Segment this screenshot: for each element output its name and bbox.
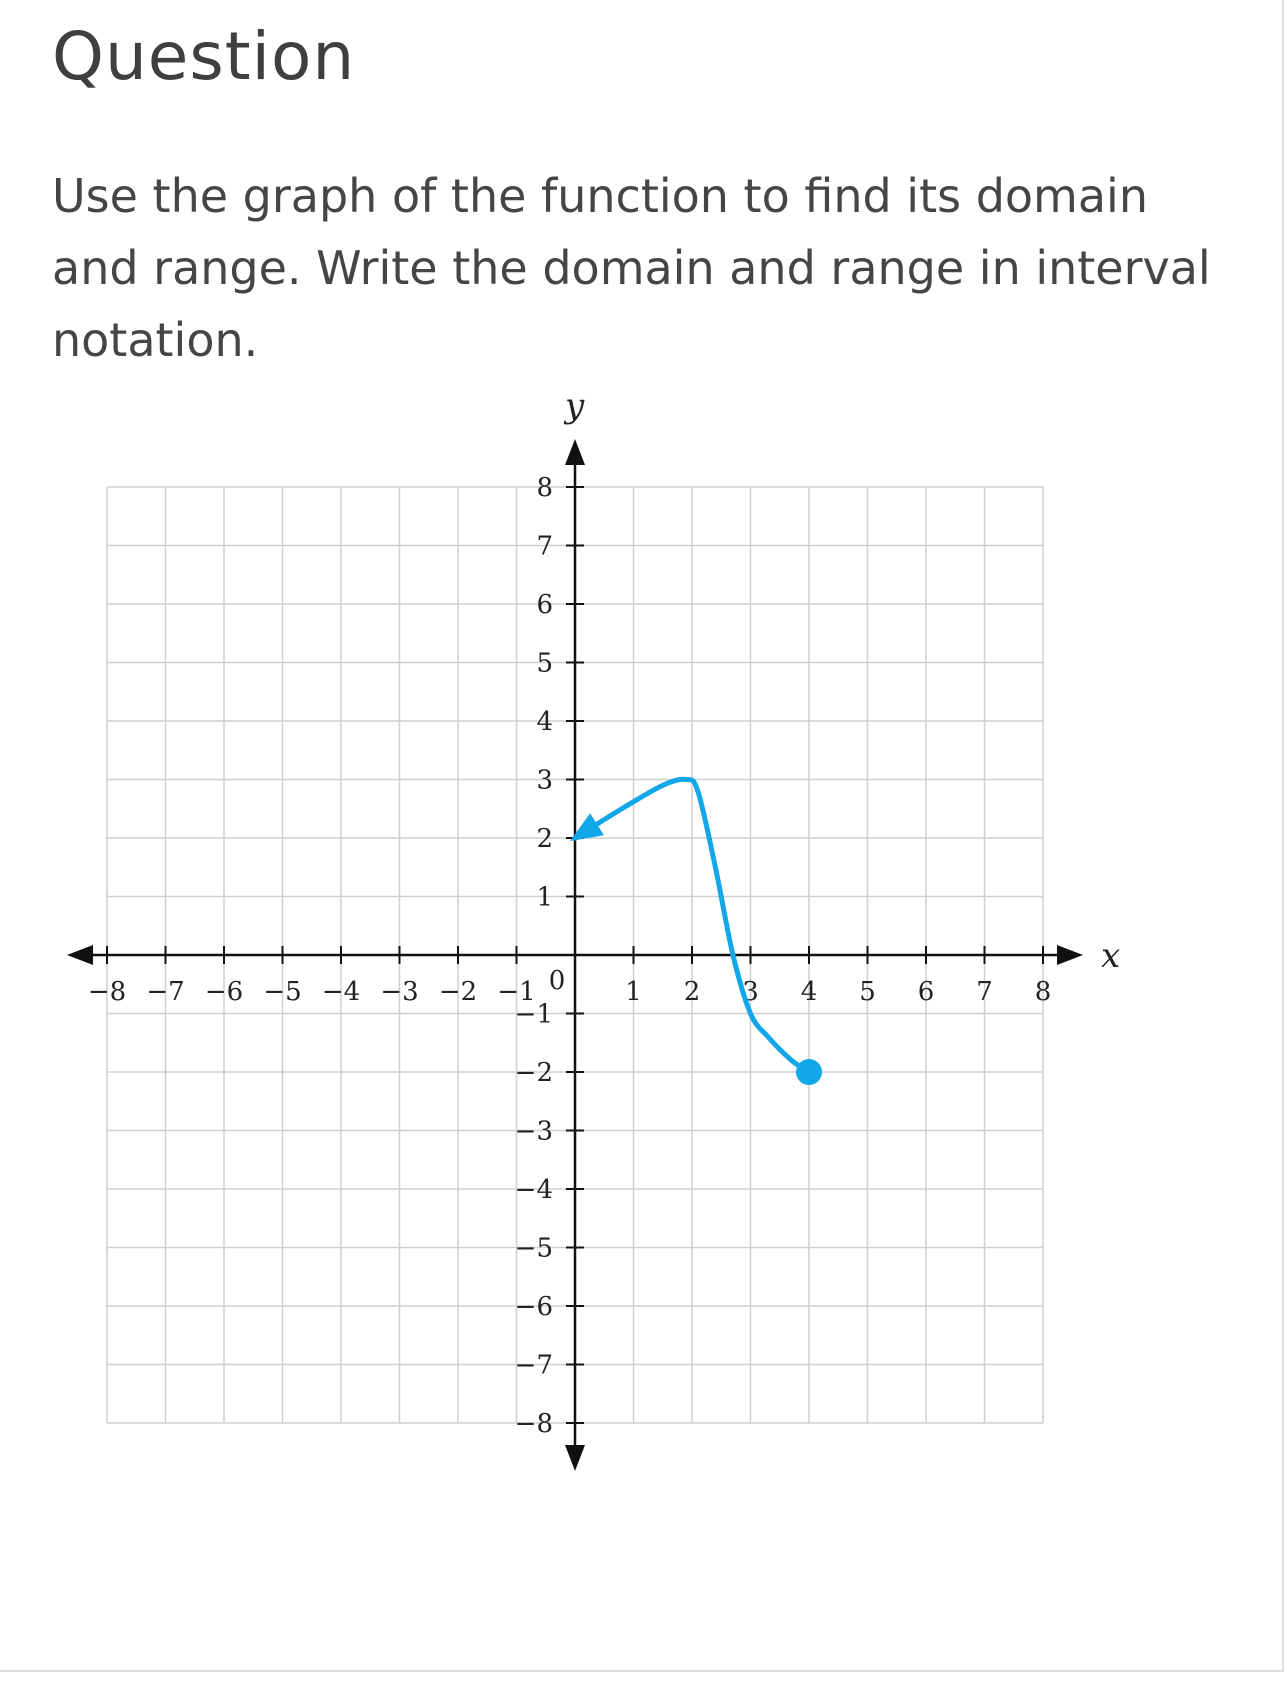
x-axis-left-arrow [67, 945, 93, 965]
curve-end-dot [796, 1059, 822, 1085]
x-tick-label: 5 [859, 977, 876, 1007]
y-tick-label: −2 [514, 1058, 553, 1088]
y-tick-label: 2 [536, 824, 553, 854]
y-tick-label: −3 [514, 1116, 553, 1147]
x-tick-label: −7 [146, 977, 185, 1007]
y-tick-label: −5 [514, 1233, 553, 1264]
y-tick-label: 8 [536, 473, 553, 503]
y-tick-label: 5 [536, 648, 553, 679]
y-tick-label: 4 [536, 707, 553, 737]
x-tick-label: −4 [321, 977, 361, 1007]
axes [67, 439, 1083, 1471]
y-axis-label: y [565, 386, 585, 426]
y-tick-label: −4 [514, 1175, 553, 1205]
y-tick-label: 1 [536, 882, 553, 913]
page-title: Question [52, 18, 356, 95]
x-tick-label: 4 [800, 977, 818, 1007]
y-tick-label: −7 [514, 1350, 553, 1381]
x-tick-label: −3 [380, 977, 419, 1007]
x-tick-label: 8 [1034, 977, 1052, 1007]
x-tick-label: 2 [683, 977, 701, 1007]
x-tick-label: −5 [263, 977, 302, 1007]
x-tick-label: 7 [976, 977, 993, 1007]
y-tick-label: 6 [536, 590, 553, 620]
x-axis-right-arrow [1057, 945, 1083, 965]
y-tick-label: 3 [536, 765, 553, 796]
y-axis-up-arrow [565, 439, 585, 465]
function-graph [60, 386, 1240, 1610]
tick-labels [88, 386, 1120, 1439]
x-tick-label: −2 [438, 977, 478, 1007]
x-tick-label: 1 [625, 977, 642, 1007]
y-tick-label: −1 [514, 999, 553, 1030]
question-text: Use the graph of the function to find its domain and range. Write the domain and range in interval notation. [52, 169, 1211, 367]
function-curve [570, 779, 822, 1085]
x-axis-label: x [1101, 936, 1121, 976]
origin-label: 0 [548, 966, 566, 996]
y-tick-label: 7 [536, 531, 553, 562]
x-tick-label: −8 [87, 977, 127, 1007]
y-tick-label: −6 [514, 1292, 553, 1322]
y-axis-down-arrow [565, 1445, 585, 1471]
x-tick-label: −1 [497, 977, 536, 1007]
y-tick-label: −8 [514, 1409, 553, 1439]
x-tick-label: −6 [204, 977, 244, 1007]
x-tick-label: 6 [917, 977, 935, 1007]
x-tick-label: 3 [742, 977, 759, 1007]
